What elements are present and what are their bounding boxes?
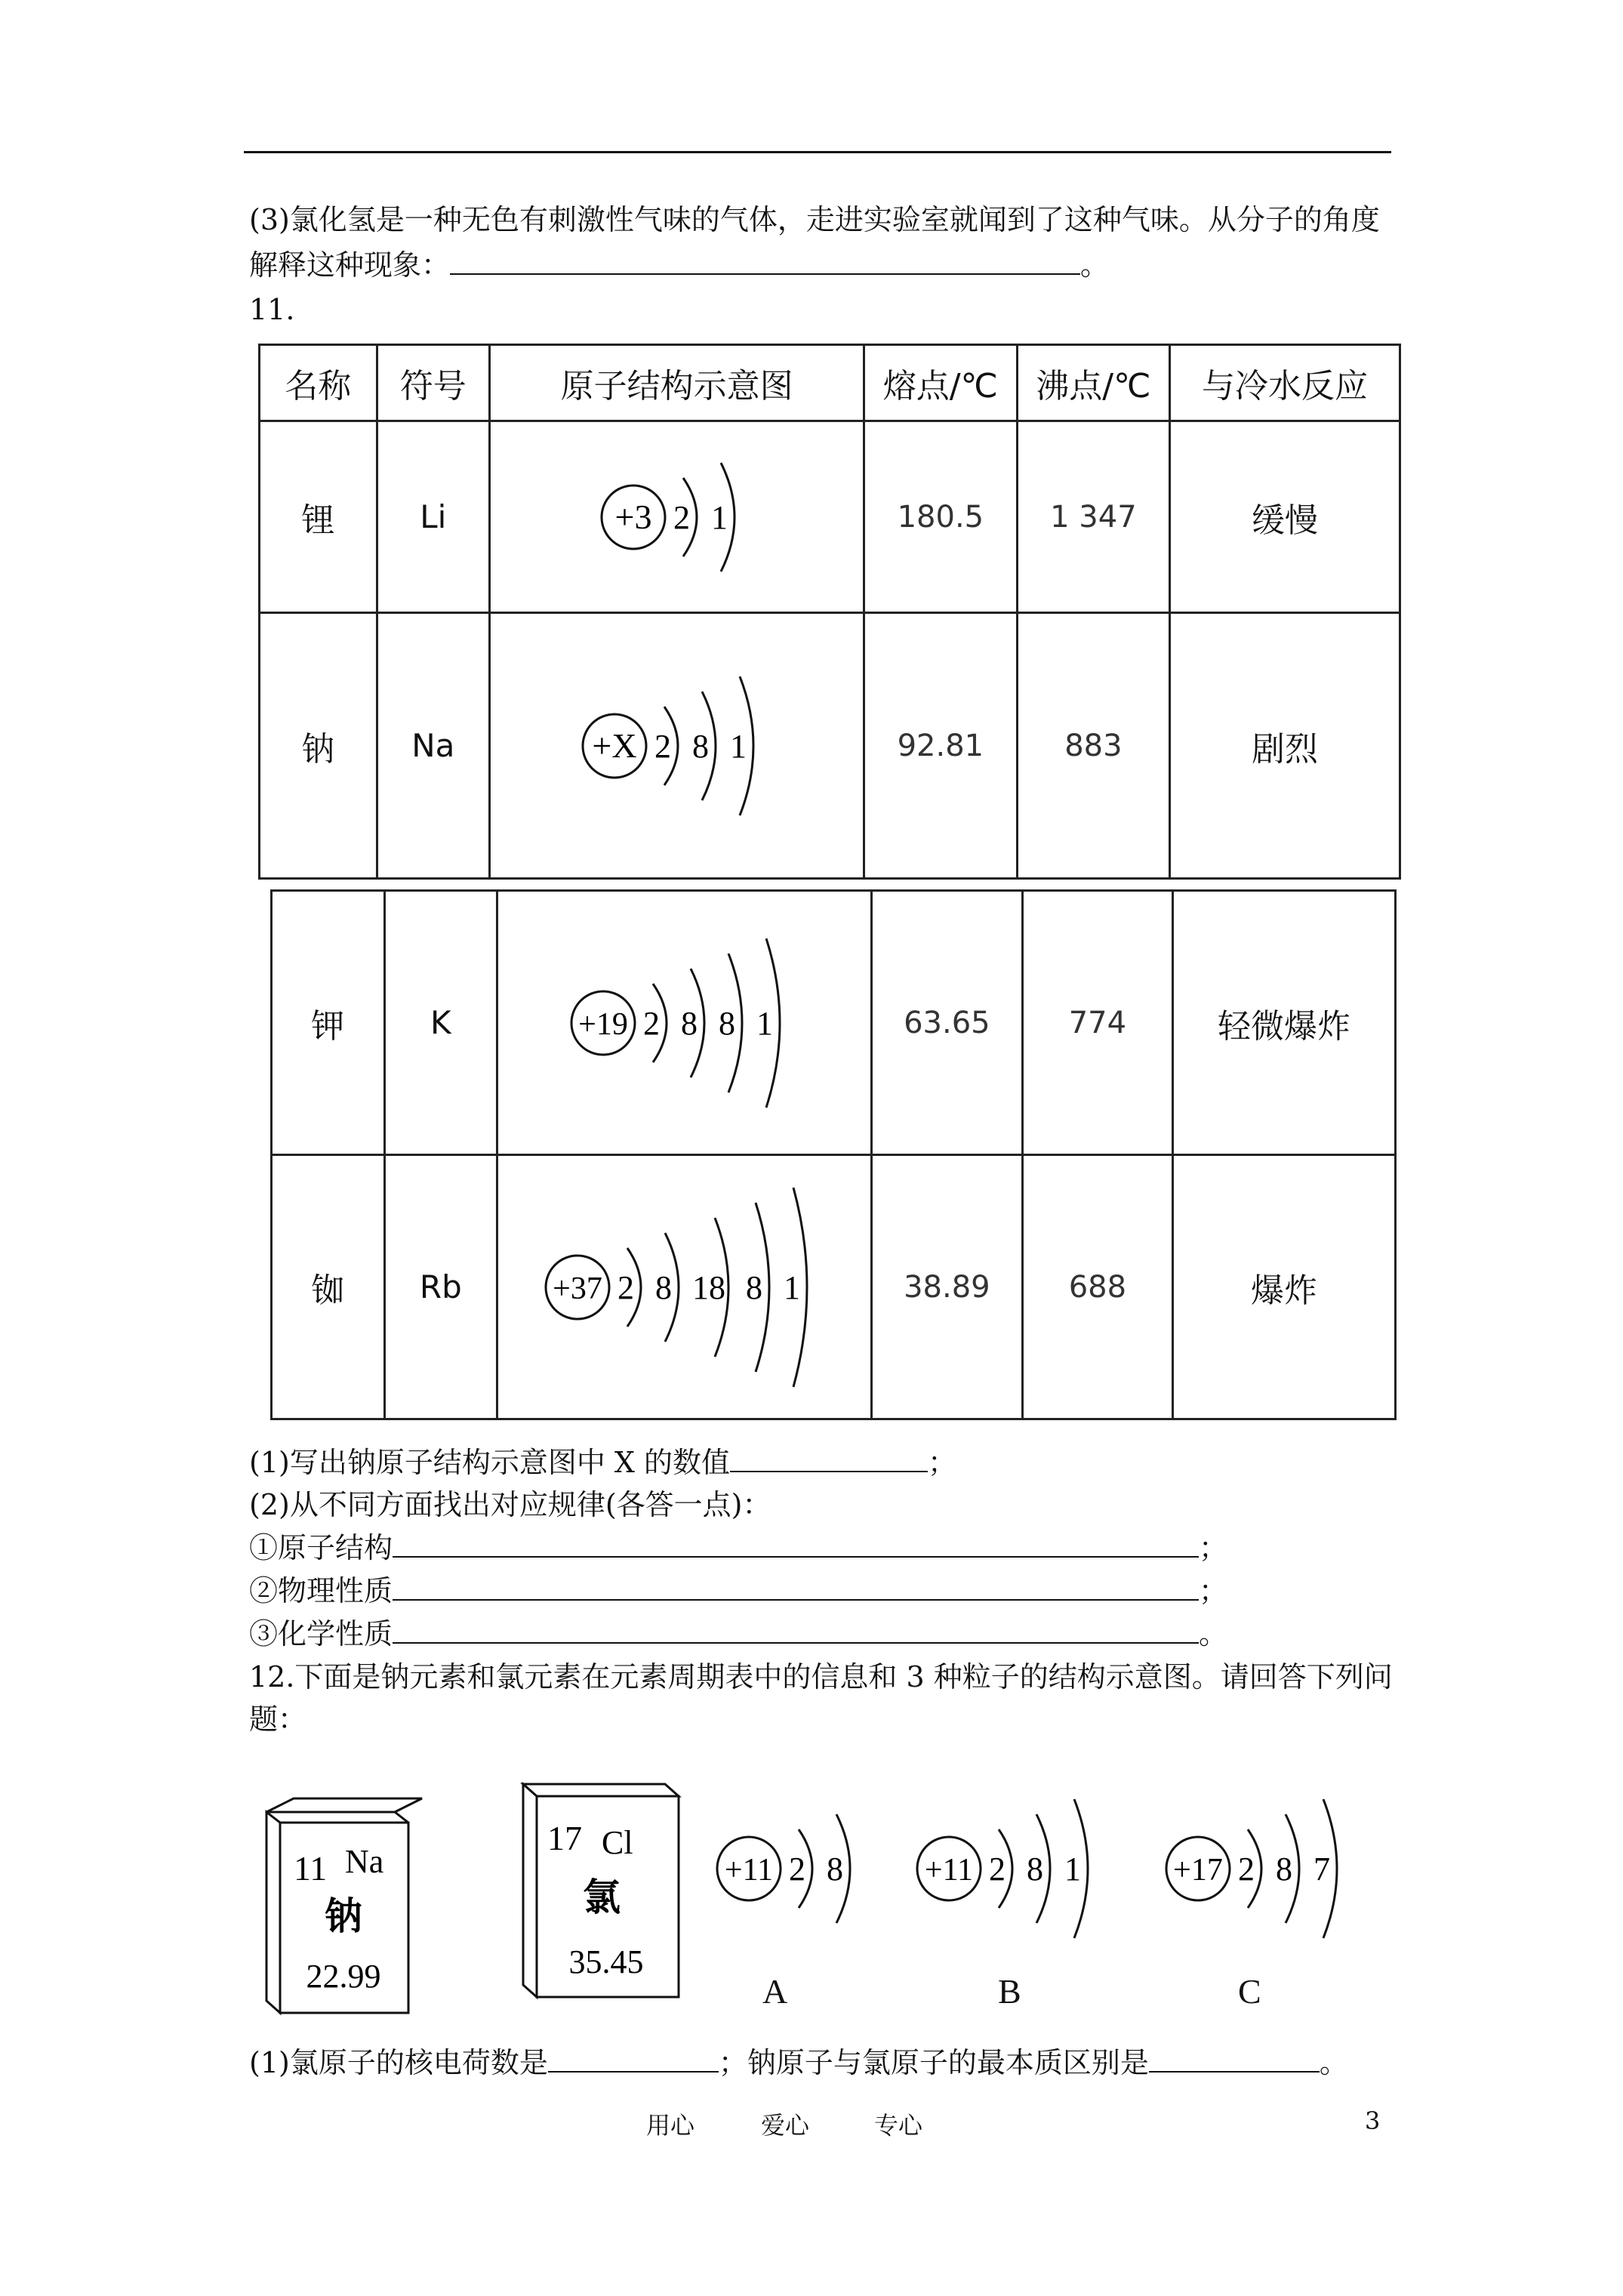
cell-name: 锂 xyxy=(260,421,377,613)
q12-q1-line xyxy=(249,2044,1348,2082)
q12-q1-blank1[interactable] xyxy=(548,2045,719,2073)
card-symbol: Cl xyxy=(602,1824,633,1861)
q12-line2: 题： xyxy=(249,1703,307,1736)
shell-electron-count: 8 xyxy=(718,1004,735,1042)
header-rule xyxy=(244,151,1391,153)
cell-reaction: 爆炸 xyxy=(1173,1155,1396,1419)
card-number: 17 xyxy=(547,1819,582,1857)
cell-melting: 180.5 xyxy=(864,421,1018,613)
shell-electron-count: 18 xyxy=(691,1268,725,1306)
q11-q2a-answer-blank[interactable] xyxy=(393,1530,1199,1558)
cell-melting: 63.65 xyxy=(872,891,1023,1155)
q11-q1-answer-blank[interactable] xyxy=(730,1445,928,1472)
q11-number: 11. xyxy=(249,293,295,326)
element-card-chlorine xyxy=(517,1778,691,2008)
card-mass: 22.99 xyxy=(306,1958,381,1995)
shell-electron-count: 2 xyxy=(654,727,671,765)
card-number: 11 xyxy=(294,1849,328,1888)
nucleus-charge: +11 xyxy=(724,1853,774,1888)
cell-reaction: 轻微爆炸 xyxy=(1173,891,1396,1155)
shell-electron-count: 2 xyxy=(989,1851,1006,1888)
header-melting: 熔点/℃ xyxy=(864,345,1018,421)
shell-electron-count: 1 xyxy=(783,1268,800,1306)
cell-symbol: Li xyxy=(377,421,490,613)
q12-q1-part2: ；钠原子与氯原子的最本质区别是 xyxy=(718,2046,1149,2079)
shell-electron-count: 2 xyxy=(642,1004,660,1042)
table-row xyxy=(260,421,1400,613)
cell-melting: 38.89 xyxy=(872,1155,1023,1419)
shell-electron-count: 1 xyxy=(756,1004,773,1042)
table-row xyxy=(260,613,1400,879)
q12-q1-part1: (1)氯原子的核电荷数是 xyxy=(249,2046,548,2079)
footer-item: 爱心 xyxy=(761,2111,810,2140)
nucleus-charge: +37 xyxy=(552,1271,602,1306)
cell-boiling: 774 xyxy=(1022,891,1172,1155)
header-structure: 原子结构示意图 xyxy=(490,345,864,421)
shell-electron-count: 2 xyxy=(1238,1851,1255,1888)
cell-melting: 92.81 xyxy=(864,613,1018,879)
card-mass: 35.45 xyxy=(568,1943,644,1980)
table-row xyxy=(272,891,1396,1155)
footer-item: 专心 xyxy=(874,2111,923,2140)
cell-symbol: Rb xyxy=(384,1155,497,1419)
shell-electron-count: 8 xyxy=(691,727,709,765)
shell-electron-count: 1 xyxy=(1064,1851,1081,1888)
nucleus-charge: +3 xyxy=(614,497,652,536)
header-boiling: 沸点/℃ xyxy=(1017,345,1169,421)
particle-label-a: A xyxy=(762,1972,788,2011)
cell-name: 钠 xyxy=(260,613,377,879)
header-name: 名称 xyxy=(260,345,377,421)
shell-electron-count: 2 xyxy=(789,1851,805,1888)
shell-electron-count: 8 xyxy=(654,1268,672,1306)
cell-structure xyxy=(497,891,872,1155)
q11-q2b-line xyxy=(249,1572,1227,1610)
shell-electron-count: 2 xyxy=(673,498,690,536)
element-card-sodium xyxy=(260,1797,434,2019)
q12-line1: 12.下面是钠元素和氯元素在元素周期表中的信息和 3 种粒子的结构示意图。请回答下列问 xyxy=(249,1660,1393,1693)
q11-q2a-line xyxy=(249,1529,1227,1567)
card-name: 钠 xyxy=(325,1895,362,1937)
particle-diagram-a xyxy=(694,1771,891,1967)
q11-q2b-end: ； xyxy=(1199,1574,1228,1607)
shell-electron-count: 8 xyxy=(680,1004,698,1042)
nucleus-charge: +11 xyxy=(924,1853,974,1888)
cell-boiling: 688 xyxy=(1022,1155,1172,1419)
shell-electron-count: 2 xyxy=(617,1268,634,1306)
atom-diagram-rb xyxy=(504,1170,866,1404)
q11-table-top xyxy=(258,344,1401,880)
q11-q2b-label: ②物理性质 xyxy=(249,1574,393,1607)
q11-q2c-line xyxy=(249,1615,1227,1653)
q10-3-line2 xyxy=(249,246,1109,284)
q11-q2a-end: ； xyxy=(1199,1531,1228,1564)
particle-label-b: B xyxy=(998,1972,1021,2011)
q11-q2c-answer-blank[interactable] xyxy=(393,1616,1199,1644)
q12-q1-end: 。 xyxy=(1319,2046,1348,2079)
page-number: 3 xyxy=(1365,2106,1381,2135)
cell-symbol: K xyxy=(384,891,497,1155)
atom-diagram-na xyxy=(496,633,858,859)
q11-q2a-label: ①原子结构 xyxy=(249,1531,393,1564)
particle-label-c: C xyxy=(1238,1972,1261,2011)
shell-electron-count: 1 xyxy=(729,727,747,765)
q11-q2-label: (2)从不同方面找出对应规律(各答一点)： xyxy=(249,1488,771,1521)
q11-q1-end: ； xyxy=(928,1446,957,1479)
cell-reaction: 剧烈 xyxy=(1170,613,1400,879)
q11-q1-label: (1)写出钠原子结构示意图中 X 的数值 xyxy=(249,1446,731,1479)
particle-diagram-c xyxy=(1147,1771,1374,1967)
q10-3-label: 解释这种现象： xyxy=(249,248,451,282)
cell-name: 铷 xyxy=(272,1155,385,1419)
q11-q2c-label: ③化学性质 xyxy=(249,1617,393,1650)
nucleus-charge: +17 xyxy=(1173,1853,1223,1888)
q11-table-bottom xyxy=(270,889,1397,1420)
q11-q1-line xyxy=(249,1444,956,1481)
atom-diagram-li xyxy=(496,427,858,608)
particle-diagram-b xyxy=(898,1771,1125,1967)
cell-name: 钾 xyxy=(272,891,385,1155)
table-row xyxy=(272,1155,1396,1419)
nucleus-charge: +19 xyxy=(577,1006,628,1042)
cell-reaction: 缓慢 xyxy=(1170,421,1400,613)
footer-item: 用心 xyxy=(646,2111,695,2140)
q11-q2c-end: 。 xyxy=(1199,1617,1228,1650)
shell-electron-count: 1 xyxy=(710,498,728,536)
nucleus-charge: +X xyxy=(591,726,637,765)
cell-structure xyxy=(497,1155,872,1419)
card-name: 氯 xyxy=(583,1876,621,1918)
header-symbol: 符号 xyxy=(377,345,490,421)
cell-symbol: Na xyxy=(377,613,490,879)
shell-electron-count: 8 xyxy=(1276,1851,1292,1888)
q12-q1-blank2[interactable] xyxy=(1149,2045,1320,2073)
cell-boiling: 883 xyxy=(1017,613,1169,879)
shell-electron-count: 7 xyxy=(1313,1851,1330,1888)
header-reaction: 与冷水反应 xyxy=(1170,345,1400,421)
q10-3-end: 。 xyxy=(1080,248,1110,282)
q10-3-line1: (3)氯化氢是一种无色有刺激性气味的气体，走进实验室就闻到了这种气味。从分子的角度 xyxy=(249,203,1380,236)
cell-boiling: 1 347 xyxy=(1017,421,1169,613)
shell-electron-count: 8 xyxy=(827,1851,843,1888)
atom-diagram-k xyxy=(504,906,866,1140)
q10-3-answer-blank[interactable] xyxy=(450,248,1080,275)
q11-q2b-answer-blank[interactable] xyxy=(393,1573,1199,1601)
shell-electron-count: 8 xyxy=(1027,1851,1043,1888)
cell-structure xyxy=(490,613,864,879)
shell-electron-count: 8 xyxy=(745,1268,762,1306)
cell-structure xyxy=(490,421,864,613)
card-symbol: Na xyxy=(345,1843,384,1880)
table-header-row xyxy=(260,345,1400,421)
